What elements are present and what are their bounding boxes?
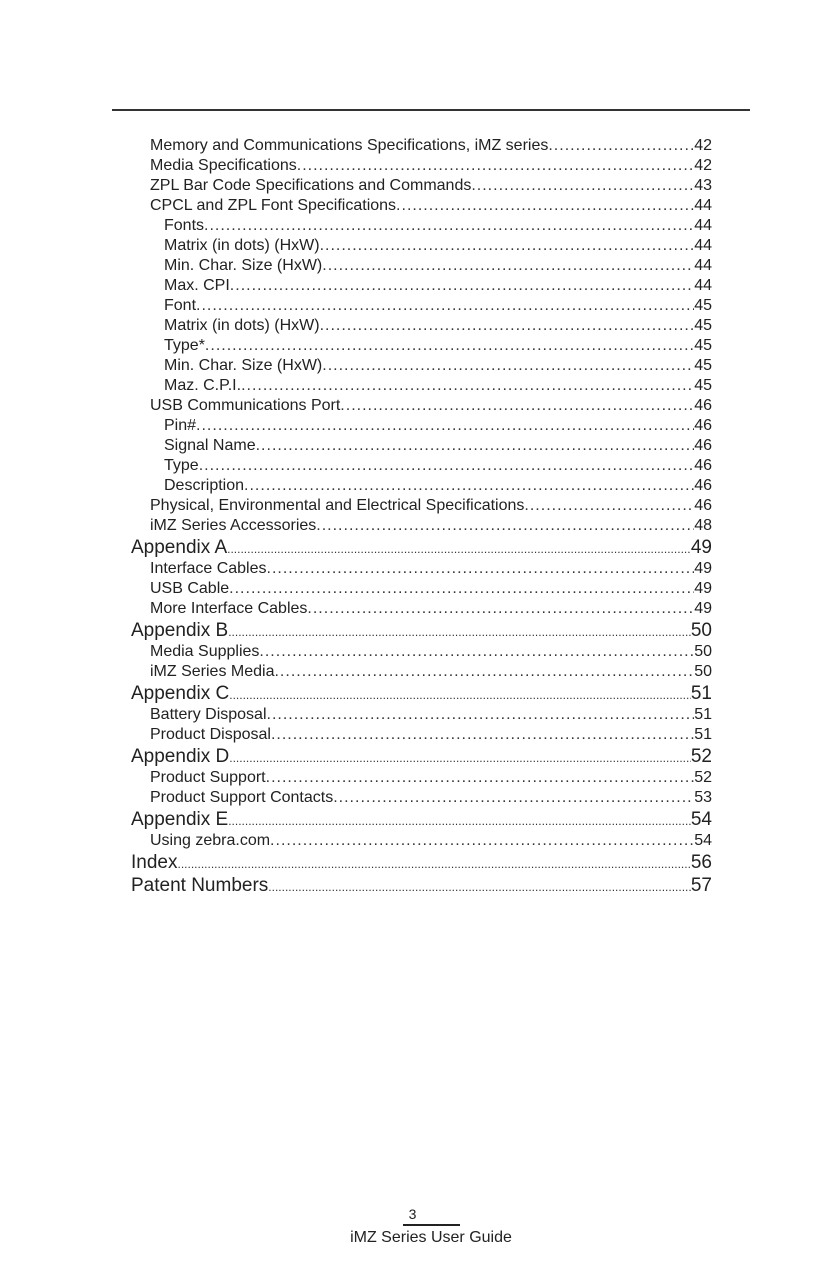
toc-entry[interactable]: [131, 436, 712, 456]
toc-entry-page: 44: [694, 237, 712, 254]
toc-entry-title: Appendix D: [131, 746, 230, 767]
toc-chapter-entry[interactable]: [131, 619, 712, 642]
toc-entry-title: Maz. C.P.I.: [164, 377, 242, 394]
toc-entry-title: iMZ Series Media: [150, 663, 275, 680]
dot-leader: [205, 336, 694, 356]
page-number: 3: [408, 1206, 417, 1222]
toc-entry-page: 44: [694, 257, 712, 274]
dot-leader: [244, 476, 694, 496]
toc-entry[interactable]: [131, 316, 712, 336]
toc-entry-page: 45: [694, 337, 712, 354]
toc-entry-page: 46: [694, 437, 712, 454]
toc-entry-page: 46: [694, 497, 712, 514]
toc-entry-page: 50: [690, 620, 712, 641]
toc-entry-page: 51: [694, 706, 712, 723]
toc-entry[interactable]: [131, 136, 712, 156]
toc-entry[interactable]: [131, 276, 712, 296]
header-rule: [112, 109, 750, 111]
toc-entry[interactable]: [131, 579, 712, 599]
toc-entry[interactable]: [131, 456, 712, 476]
toc-entry-page: 49: [694, 600, 712, 617]
toc-entry-page: 46: [694, 417, 712, 434]
toc-entry-title: Physical, Environmental and Electrical Specifications: [150, 497, 525, 514]
dot-leader: [271, 725, 694, 745]
dot-leader: [229, 579, 694, 599]
dot-leader: [267, 559, 695, 579]
toc-entry-page: 51: [690, 683, 712, 704]
toc-chapter-entry[interactable]: [131, 808, 712, 831]
toc-chapter-entry[interactable]: [131, 745, 712, 768]
toc-entry-title: USB Cable: [150, 580, 230, 597]
toc-entry[interactable]: [131, 356, 712, 376]
dot-leader: [322, 256, 694, 276]
toc-entry-title: Appendix B: [131, 620, 229, 641]
toc-entry-page: 46: [694, 397, 712, 414]
toc-entry-title: ZPL Bar Code Specifications and Commands: [150, 177, 472, 194]
toc-chapter-entry[interactable]: [131, 682, 712, 705]
toc-entry-page: 48: [694, 517, 712, 534]
toc-entry-page: 57: [690, 875, 712, 896]
toc-entry-page: 56: [690, 852, 712, 873]
toc-entry[interactable]: [131, 559, 712, 579]
dot-leader: [268, 876, 691, 897]
toc-entry-title: Product Support: [150, 769, 266, 786]
toc-entry-page: 44: [694, 217, 712, 234]
dot-leader: [230, 276, 694, 296]
toc-entry-title: Patent Numbers: [131, 875, 269, 896]
toc-entry[interactable]: [131, 705, 712, 725]
toc-entry[interactable]: [131, 416, 712, 436]
toc-entry-title: Signal Name: [164, 437, 256, 454]
toc-entry-title: Min. Char. Size (HxW): [164, 357, 323, 374]
dot-leader: [396, 196, 694, 216]
dot-leader: [297, 156, 694, 176]
toc-entry-title: Matrix (in dots) (HxW): [164, 237, 320, 254]
dot-leader: [228, 810, 691, 831]
dot-leader: [196, 416, 694, 436]
dot-leader: [196, 296, 694, 316]
dot-leader: [177, 853, 690, 874]
toc-entry-page: 45: [694, 357, 712, 374]
toc-entry-title: Product Support Contacts: [150, 789, 334, 806]
toc-entry[interactable]: [131, 831, 712, 851]
toc-entry-page: 49: [694, 560, 712, 577]
toc-entry-title: More Interface Cables: [150, 600, 308, 617]
toc-entry-title: Appendix A: [131, 537, 228, 558]
toc-entry[interactable]: [131, 725, 712, 745]
dot-leader: [340, 396, 694, 416]
toc-entry-page: 52: [690, 746, 712, 767]
toc-entry-title: USB Communications Port: [150, 397, 341, 414]
toc-entry-page: 44: [694, 277, 712, 294]
table-of-contents: [131, 136, 712, 897]
toc-entry[interactable]: [131, 176, 712, 196]
toc-entry-page: 50: [694, 643, 712, 660]
toc-entry-page: 45: [694, 297, 712, 314]
dot-leader: [322, 356, 694, 376]
toc-entry[interactable]: [131, 496, 712, 516]
dot-leader: [307, 599, 694, 619]
toc-entry-page: 51: [694, 726, 712, 743]
toc-entry-page: 42: [694, 157, 712, 174]
toc-entry[interactable]: [131, 396, 712, 416]
toc-entry[interactable]: [131, 216, 712, 236]
dot-leader: [228, 621, 691, 642]
toc-entry-page: 45: [694, 377, 712, 394]
toc-entry-title: Appendix C: [131, 683, 230, 704]
toc-entry[interactable]: [131, 196, 712, 216]
toc-entry[interactable]: [131, 256, 712, 276]
dot-leader: [524, 496, 694, 516]
toc-entry-page: 45: [694, 317, 712, 334]
toc-entry-page: 50: [694, 663, 712, 680]
dot-leader: [229, 747, 691, 768]
toc-entry-title: iMZ Series Accessories: [150, 517, 317, 534]
toc-entry-title: Index: [131, 852, 178, 873]
toc-entry[interactable]: [131, 788, 712, 808]
dot-leader: [316, 516, 694, 536]
toc-entry-title: Media Supplies: [150, 643, 260, 660]
dot-leader: [267, 705, 695, 725]
toc-chapter-entry[interactable]: [131, 874, 712, 897]
toc-entry-page: 54: [694, 832, 712, 849]
toc-chapter-entry[interactable]: [131, 536, 712, 559]
dot-leader: [320, 316, 695, 336]
toc-entry-title: Type*: [164, 337, 205, 354]
dot-leader: [241, 376, 694, 396]
toc-entry-title: Font: [164, 297, 197, 314]
toc-entry-page: 44: [694, 197, 712, 214]
toc-entry-page: 49: [694, 580, 712, 597]
dot-leader: [259, 642, 694, 662]
footer-rule: [403, 1224, 460, 1226]
toc-entry[interactable]: [131, 296, 712, 316]
dot-leader: [333, 788, 694, 808]
toc-entry-title: CPCL and ZPL Font Specifications: [150, 197, 397, 214]
dot-leader: [229, 684, 691, 705]
toc-entry[interactable]: [131, 662, 712, 682]
toc-entry-title: Matrix (in dots) (HxW): [164, 317, 320, 334]
dot-leader: [266, 768, 695, 788]
toc-entry-title: Media Specifications: [150, 157, 297, 174]
toc-entry-page: 42: [694, 137, 712, 154]
dot-leader: [204, 216, 694, 236]
toc-entry[interactable]: [131, 336, 712, 356]
toc-entry-page: 43: [694, 177, 712, 194]
dot-leader: [471, 176, 694, 196]
toc-entry[interactable]: [131, 516, 712, 536]
toc-entry-title: Product Disposal: [150, 726, 271, 743]
toc-entry[interactable]: [131, 236, 712, 256]
toc-entry[interactable]: [131, 476, 712, 496]
dot-leader: [270, 831, 694, 851]
toc-entry[interactable]: [131, 376, 712, 396]
document-title: iMZ Series User Guide: [350, 1229, 512, 1246]
toc-chapter-entry[interactable]: [131, 851, 712, 874]
toc-entry-page: 52: [694, 769, 712, 786]
toc-entry-title: Min. Char. Size (HxW): [164, 257, 323, 274]
toc-entry-page: 46: [694, 477, 712, 494]
toc-entry-page: 54: [690, 809, 712, 830]
toc-entry[interactable]: [131, 768, 712, 788]
toc-entry-title: Battery Disposal: [150, 706, 267, 723]
dot-leader: [227, 538, 691, 559]
dot-leader: [199, 456, 695, 476]
toc-entry[interactable]: [131, 642, 712, 662]
toc-entry-page: 46: [694, 457, 712, 474]
toc-entry-title: Pin#: [164, 417, 197, 434]
toc-entry-title: Memory and Communications Specifications, iMZ series: [150, 137, 549, 154]
dot-leader: [320, 236, 695, 256]
toc-entry-title: Type: [164, 457, 199, 474]
toc-entry[interactable]: [131, 599, 712, 619]
toc-entry-title: Interface Cables: [150, 560, 267, 577]
toc-entry-page: 49: [690, 537, 712, 558]
dot-leader: [256, 436, 695, 456]
toc-entry-page: 53: [694, 789, 712, 806]
dot-leader: [274, 662, 694, 682]
toc-entry-title: Description: [164, 477, 245, 494]
toc-entry-title: Appendix E: [131, 809, 229, 830]
dot-leader: [548, 136, 694, 156]
toc-entry[interactable]: [131, 156, 712, 176]
toc-entry-title: Fonts: [164, 217, 205, 234]
toc-entry-title: Max. CPI: [164, 277, 230, 294]
toc-entry-title: Using zebra.com: [150, 832, 271, 849]
